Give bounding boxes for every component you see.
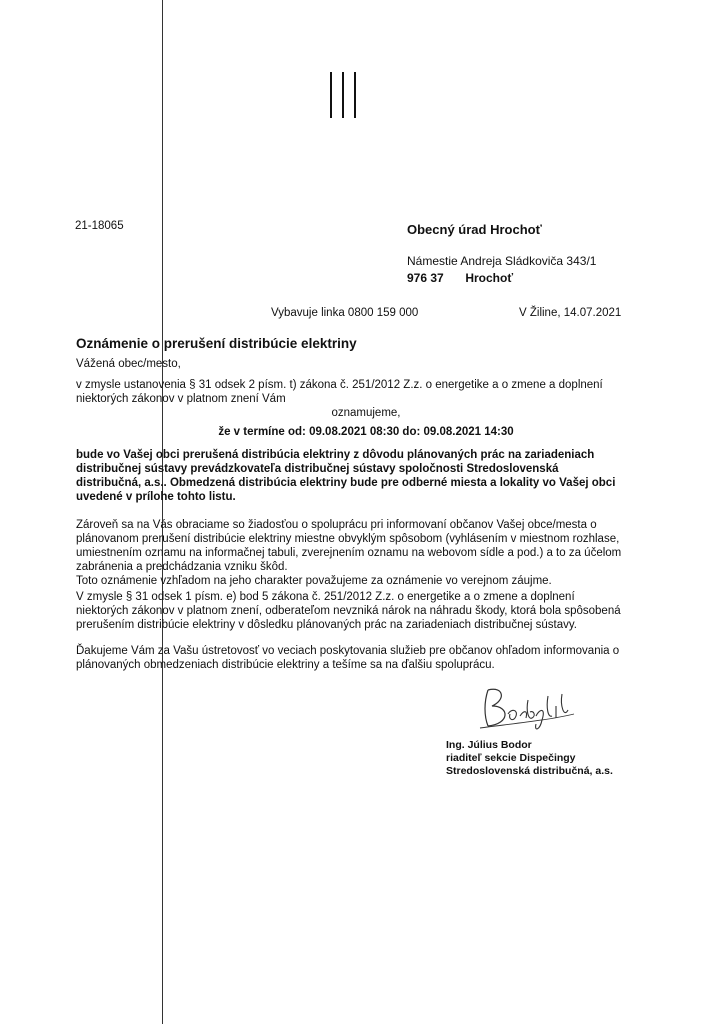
contact-line: Vybavuje linka 0800 159 000 bbox=[271, 307, 419, 319]
signature-block bbox=[446, 739, 613, 778]
intro-line: v zmysle ustanovenia § 31 odsek 2 písm. t) zákona č. 251/2012 Z.z. o energetike a o zmene a doplnení bbox=[76, 379, 603, 391]
barcode-bar bbox=[342, 72, 344, 118]
signatory-title: riaditeľ sekcie Dispečingy bbox=[446, 752, 576, 764]
signatory-name: Ing. Július Bodor bbox=[446, 739, 532, 751]
salutation: Vážená obec/mesto, bbox=[76, 358, 181, 370]
recipient-city-line bbox=[407, 270, 596, 287]
cooperation-line: umiestnením oznamu na informačnej tabuli, zverejnením oznamu na webovom sídle a pod.) a to za účelom bbox=[76, 547, 622, 559]
legal-line: niektorých zákonov v platnom znení, odberateľom nevzniká nárok na náhradu škody, ktorá bola spôsobená bbox=[76, 605, 621, 617]
barcode-bar bbox=[330, 72, 332, 118]
recipient-postal-code: 976 37 bbox=[407, 271, 444, 285]
reference-number: 21-18065 bbox=[75, 220, 124, 232]
cooperation-paragraph bbox=[76, 518, 636, 588]
term-line: že v termíne od: 09.08.2021 08:30 do: 09.08.2021 14:30 bbox=[218, 426, 514, 438]
barcode-bar bbox=[354, 72, 356, 118]
signatory-company: Stredoslovenská distribučná, a.s. bbox=[446, 765, 613, 777]
cooperation-line: plánovanom prerušení distribúcie elektriny miestne obvyklým spôsobom (vyhlásením v miestnom rozhlase, bbox=[76, 533, 620, 545]
thanks-line: Ďakujeme Vám za Vašu ústretovosť vo veciach poskytovania služieb pre občanov ohľadom informovania o bbox=[76, 645, 620, 657]
thanks-paragraph bbox=[76, 644, 636, 672]
recipient-address bbox=[407, 221, 596, 287]
place-date: V Žiline, 14.07.2021 bbox=[519, 307, 622, 319]
cooperation-line: Zároveň sa na Vás obraciame so žiadosťou o spoluprácu pri informovaní občanov Vašej obce/mesta o bbox=[76, 519, 597, 531]
announce-word: oznamujeme, bbox=[331, 407, 401, 419]
outage-line: uvedené v prílohe tohto listu. bbox=[76, 491, 236, 503]
cooperation-line: zabránenia a predchádzania vzniku škôd. bbox=[76, 561, 288, 573]
recipient-street: Námestie Andreja Sládkoviča 343/1 bbox=[407, 254, 597, 268]
cooperation-line: Toto oznámenie vzhľadom na jeho charakter považujeme za oznámenie vo verejnom záujme. bbox=[76, 575, 552, 587]
recipient-name: Obecný úrad Hrochoť bbox=[407, 222, 542, 237]
outage-line: bude vo Vašej obci prerušená distribúcia elektriny z dôvodu plánovaných prác na zariadeniach bbox=[76, 449, 595, 461]
scan-vertical-line bbox=[162, 0, 163, 1024]
outage-line: distribučnej sústavy prevádzkovateľa distribučnej sústavy spoločnosti Stredoslovenská bbox=[76, 463, 559, 475]
handwritten-signature bbox=[470, 680, 580, 735]
recipient-city: Hrochoť bbox=[465, 271, 514, 285]
intro-paragraph bbox=[76, 378, 636, 406]
outage-line: distribučná, a.s.. Obmedzená distribúcia elektriny bude pre odberné miesta a lokality vo Vašej obci bbox=[76, 477, 616, 489]
outage-paragraph bbox=[76, 448, 636, 504]
intro-line: niektorých zákonov v platnom znení Vám bbox=[76, 393, 286, 405]
legal-line: prerušením distribúcie elektriny v dôsledku plánovaných prác na zariadeniach distribučnej sústavy. bbox=[76, 619, 577, 631]
barcode-mark bbox=[330, 72, 360, 118]
legal-line: V zmysle § 31 odsek 1 písm. e) bod 5 zákona č. 251/2012 Z.z. o energetike a o zmene a doplnení bbox=[76, 591, 575, 603]
thanks-line: plánovaných obmedzeniach distribúcie elektriny a tešíme sa na ďalšiu spoluprácu. bbox=[76, 659, 495, 671]
legal-paragraph bbox=[76, 590, 636, 632]
letter-subject: Oznámenie o prerušení distribúcie elektriny bbox=[76, 336, 357, 351]
